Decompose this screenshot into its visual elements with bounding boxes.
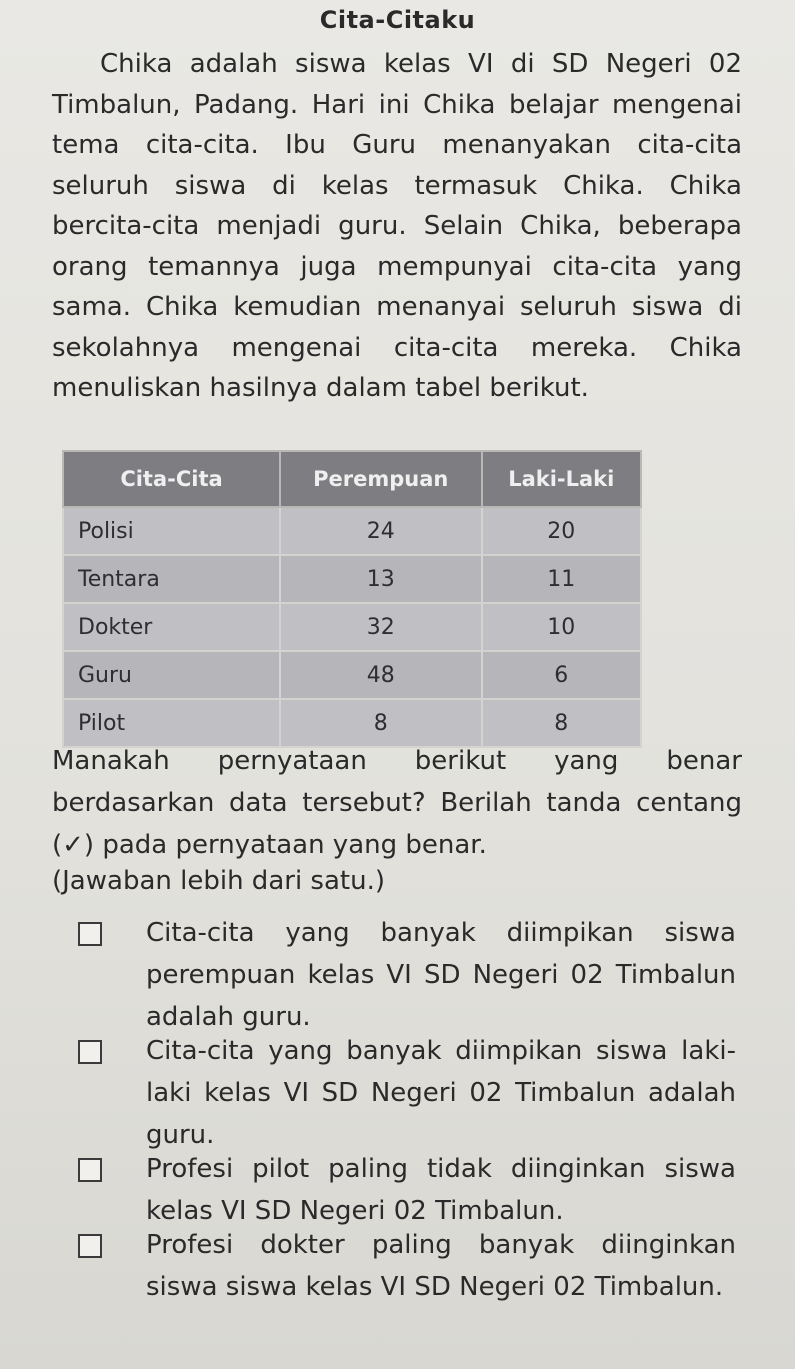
table-row — [63, 507, 641, 555]
option-checkbox[interactable] — [78, 1234, 102, 1258]
table-row — [63, 603, 641, 651]
table-header-row — [63, 451, 641, 507]
data-table-container — [62, 450, 642, 748]
table-cell-male: 8 — [482, 699, 641, 747]
table-cell-category: Pilot — [63, 699, 280, 747]
table-cell-category: Tentara — [63, 555, 280, 603]
option-checkbox[interactable] — [78, 1040, 102, 1064]
option-text: Profesi dokter paling banyak diinginkan siswa siswa kelas VI SD Negeri 02 Timbalun. — [146, 1230, 736, 1302]
story-paragraph: Chika adalah siswa kelas VI di SD Negeri 02 Timbalun, Padang. Hari ini Chika belajar mengenai tema cita-cita. Ibu Guru menanyakan cita-cita seluruh siswa di kelas termasuk Chika. Chika bercita-cita menjadi guru. Selain Chika, beberapa orang temannya juga mempunyai cita-cita yang sama. Chika kemudian menanyai seluruh siswa di sekolahnya mengenai cita-cita mereka. Chika menuliskan hasilnya dalam tabel berikut. — [52, 49, 742, 403]
table-cell-male: 10 — [482, 603, 641, 651]
table-cell-female: 13 — [280, 555, 482, 603]
page-title: Cita-Citaku — [319, 6, 476, 34]
option-text: Cita-cita yang banyak diimpikan siswa laki-laki kelas VI SD Negeri 02 Timbalun adalah guru. — [146, 1036, 736, 1150]
table-cell-female: 32 — [280, 603, 482, 651]
answer-note: (Jawaban lebih dari satu.) — [52, 866, 385, 896]
column-header: Perempuan — [280, 451, 482, 507]
data-table — [62, 450, 642, 748]
question-text: Manakah pernyataan berikut yang benar berdasarkan data tersebut? Berilah tanda centang (✓) pada pernyataan yang benar. — [52, 746, 742, 860]
option-text: Profesi pilot paling tidak diinginkan siswa kelas VI SD Negeri 02 Timbalun. — [146, 1154, 736, 1226]
table-cell-female: 8 — [280, 699, 482, 747]
column-header: Cita-Cita — [63, 451, 280, 507]
option-text: Cita-cita yang banyak diimpikan siswa perempuan kelas VI SD Negeri 02 Timbalun adalah guru. — [146, 918, 736, 1032]
table-cell-category: Polisi — [63, 507, 280, 555]
table-row — [63, 555, 641, 603]
option-checkbox[interactable] — [78, 1158, 102, 1182]
table-cell-male: 11 — [482, 555, 641, 603]
column-header: Laki-Laki — [482, 451, 641, 507]
table-cell-male: 6 — [482, 651, 641, 699]
table-cell-female: 24 — [280, 507, 482, 555]
table-cell-male: 20 — [482, 507, 641, 555]
option-checkbox[interactable] — [78, 922, 102, 946]
table-cell-category: Guru — [63, 651, 280, 699]
table-cell-category: Dokter — [63, 603, 280, 651]
table-cell-female: 48 — [280, 651, 482, 699]
table-row — [63, 651, 641, 699]
